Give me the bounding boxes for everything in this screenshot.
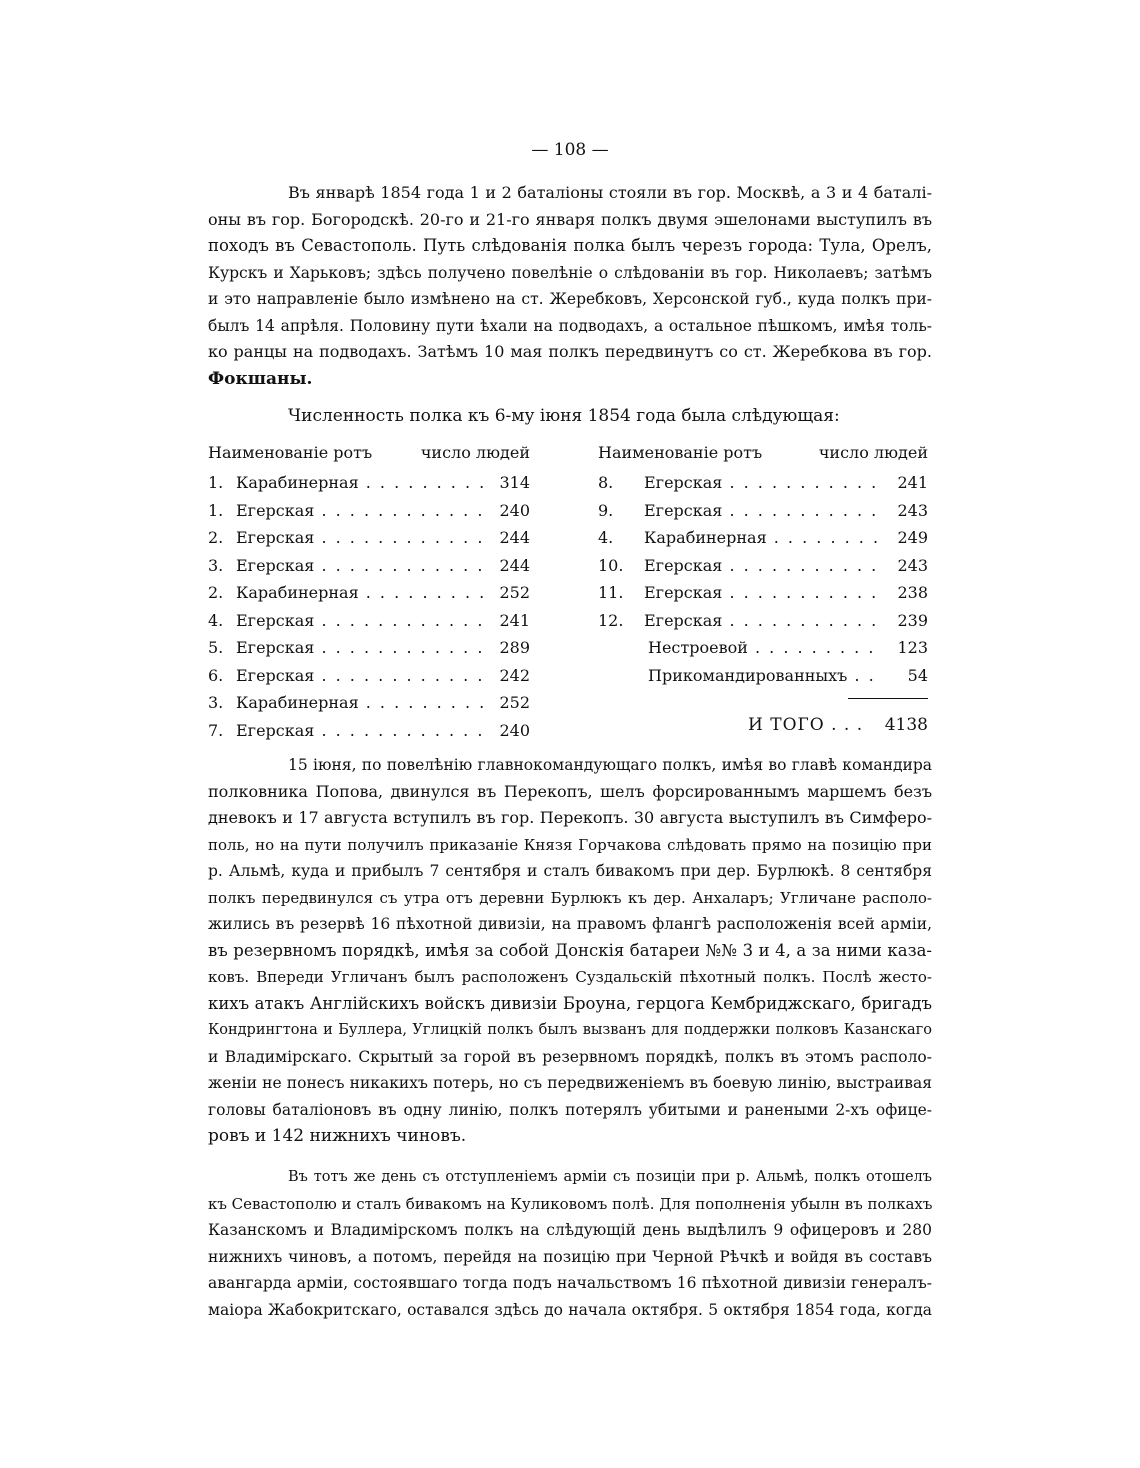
company-count: 241: [499, 610, 530, 630]
text-line: ко ранцы на подводахъ. Затѣмъ 10 мая полкъ передвинутъ со ст. Жеребкова въ гор.: [208, 342, 932, 361]
left-company-table: [208, 443, 530, 744]
company-number: 2.: [208, 583, 224, 603]
company-name: Карабинерная . . .: [236, 693, 486, 712]
company-count: 240: [499, 720, 530, 740]
row-count: 123: [897, 638, 928, 658]
row-name: Прикомандированныхъ . . .: [648, 666, 884, 685]
text-line: къ Севастополю и сталъ бивакомъ на Куликовомъ полѣ. Для пополненія убылн въ полкахъ: [208, 1194, 933, 1213]
company-name: Егерская . . .: [236, 638, 486, 657]
text-line: походъ въ Севастополь. Путь слѣдованія полка былъ черезъ города: Тула, Орелъ,: [208, 236, 932, 255]
table-row: [598, 497, 928, 525]
company-number: 9.: [598, 500, 614, 520]
company-count: 249: [897, 528, 928, 548]
text-line: полковника Попова, двинулся въ Перекопъ, шелъ форсированнымъ маршемъ безъ: [208, 781, 932, 801]
row-name: Нестроевой . . .: [648, 638, 884, 657]
page-number: — 108 —: [531, 140, 609, 160]
total-value: 4138: [884, 715, 928, 735]
text-line: Казанскомъ и Владимірскомъ полкъ на слѣдующій день выдѣлилъ 9 офицеровъ и 280: [208, 1221, 932, 1239]
table-caption: Численность полка къ 6-му іюня 1854 года была слѣдующая:: [288, 406, 840, 426]
text-line: дневокъ и 17 августа вступилъ въ гор. Перекопъ. 30 августа выступилъ въ Симферо-: [208, 808, 932, 827]
table-row: [598, 662, 928, 690]
row-count: 54: [907, 665, 928, 685]
company-count: 238: [897, 583, 928, 603]
text-line: былъ 14 апрѣля. Половину пути ѣхали на подводахъ, а остальное пѣшкомъ, имѣя толь-: [208, 316, 932, 335]
company-name: Егерская . . .: [236, 528, 486, 547]
company-number: 1.: [208, 473, 224, 493]
table-row: [598, 579, 928, 607]
text-line: Въ тотъ же день съ отступленіемъ арміи съ позиціи при р. Альмѣ, полкъ отошелъ: [288, 1169, 932, 1185]
header-name: Наименованіе ротъ: [598, 443, 763, 462]
company-number: 4.: [208, 610, 224, 630]
company-number: 4.: [598, 528, 614, 548]
company-count: 240: [499, 500, 530, 520]
table-row: [598, 634, 928, 662]
paragraph-1: [208, 180, 932, 392]
company-count: 243: [897, 500, 928, 520]
text-line: Кондрингтона и Буллера, Углицкій полкъ былъ вызванъ для поддержки полковъ Казанскаго: [208, 1022, 932, 1038]
total-row: [748, 715, 928, 735]
header-name: Наименованіе ротъ: [208, 443, 373, 462]
text-line: р. Альмѣ, куда и прибылъ 7 сентября и сталъ бивакомъ при дер. Бурлюкѣ. 8 сентября: [208, 862, 932, 880]
text-line: маіора Жабокритскаго, оставался здѣсь до начала октября. 5 октября 1854 года, когда: [208, 1300, 932, 1319]
text-line: ровъ и 142 нижнихъ чиновъ.: [208, 1126, 467, 1146]
text-line: нижнихъ чиновъ, а потомъ, перейдя на позицію при Черной Рѣчкѣ и войдя въ составъ: [208, 1247, 932, 1266]
text-line: ковъ. Впереди Угличанъ былъ расположенъ Суздальскій пѣхотный полкъ. Послѣ жесто-: [208, 968, 932, 986]
table-row: [208, 607, 530, 635]
company-name: Егерская . . .: [236, 666, 486, 685]
text-line: полкъ передвинулся съ утра отъ деревни Бурлюкъ къ дер. Анхаларъ; Угличане располо-: [208, 888, 932, 907]
text-line: Фокшаны.: [208, 368, 313, 389]
table-header: [598, 443, 928, 469]
company-name: Егерская . . .: [236, 556, 486, 575]
company-count: 242: [499, 665, 530, 685]
text-line: и Владимірскаго. Скрытый за горой въ резервномъ порядкѣ, полкъ въ этомъ располо-: [208, 1047, 932, 1066]
company-number: 3.: [208, 693, 224, 713]
table-row: [208, 717, 530, 745]
company-name: Карабинерная . . .: [236, 473, 486, 492]
table-row: [598, 607, 928, 635]
text-line: въ резервномъ порядкѣ, имѣя за собой Донскія батареи №№ 3 и 4, а за ними каза-: [208, 940, 932, 960]
company-count: 289: [499, 638, 530, 658]
table-row: [208, 524, 530, 552]
company-count: 314: [499, 473, 530, 493]
table-row: [208, 579, 530, 607]
company-count: 239: [897, 610, 928, 630]
table-row: [208, 689, 530, 717]
company-name: Егерская . . .: [644, 556, 884, 575]
table-row: [208, 469, 530, 497]
company-number: 7.: [208, 720, 224, 740]
company-name: Егерская . . .: [236, 501, 486, 520]
company-number: 12.: [598, 610, 624, 630]
text-line: и это направленіе было измѣнено на ст. Жеребковъ, Херсонской губ., куда полкъ при-: [208, 290, 932, 308]
company-number: 5.: [208, 638, 224, 658]
table-row: [598, 524, 928, 552]
text-line: Въ январѣ 1854 года 1 и 2 баталіоны стояли въ гор. Москвѣ, а 3 и 4 баталі-: [288, 183, 932, 202]
company-count: 241: [897, 473, 928, 493]
table-row: [598, 552, 928, 580]
company-number: 3.: [208, 555, 224, 575]
total-label: И ТОГО . . .: [748, 715, 864, 735]
company-name: Егерская . . .: [644, 473, 884, 492]
text-line: головы баталіоновъ въ одну линію, полкъ потерялъ убитыми и ранеными 2-хъ офице-: [208, 1100, 932, 1119]
company-count: 244: [499, 555, 530, 575]
text-line: женіи не понесъ никакихъ потерь, но съ передвиженіемъ въ боевую линію, выстраивая: [208, 1074, 932, 1092]
total-rule: [848, 698, 928, 699]
table-row: [208, 552, 530, 580]
paragraph-3: [208, 1164, 932, 1323]
table-row: [208, 634, 530, 662]
company-number: 2.: [208, 528, 224, 548]
company-name: Егерская . . .: [644, 611, 884, 630]
company-name: Егерская . . .: [236, 721, 486, 740]
text-line: поль, но на пути получилъ приказаніе Князя Горчакова слѣдовать прямо на позицію при: [208, 835, 932, 854]
company-number: 1.: [208, 500, 224, 520]
company-name: Карабинерная . . .: [236, 583, 486, 602]
table-row: [208, 497, 530, 525]
text-line: 15 іюня, по повелѣнію главнокомандующаго полкъ, имѣя во главѣ командира: [288, 756, 932, 774]
text-line: оны въ гор. Богородскѣ. 20-го и 21-го января полкъ двумя эшелонами выступилъ въ: [208, 209, 932, 229]
table-row: [208, 662, 530, 690]
text-line: Курскъ и Харьковъ; здѣсь получено повелѣніе о слѣдованіи въ гор. Николаевъ; затѣмъ: [208, 263, 932, 282]
company-number: 10.: [598, 555, 624, 575]
text-line: кихъ атакъ Англійскихъ войскъ дивизіи Броуна, герцога Кембриджскаго, бригадъ: [208, 993, 932, 1013]
company-name: Карабинерная . . .: [644, 528, 884, 547]
company-number: 8.: [598, 473, 614, 493]
company-name: Егерская . . .: [644, 501, 884, 520]
company-name: Егерская . . .: [236, 611, 486, 630]
text-line: авангарда арміи, состоявшаго тогда подъ начальствомъ 16 пѣхотной дивизіи генералъ-: [208, 1274, 932, 1292]
right-company-table: [598, 443, 928, 689]
text-line: жились въ резервѣ 16 пѣхотной дивизіи, на правомъ флангѣ расположенія всей арміи,: [208, 915, 932, 933]
company-number: 11.: [598, 583, 624, 603]
company-name: Егерская . . .: [644, 583, 884, 602]
table-row: [598, 469, 928, 497]
header-count: число людей: [420, 443, 530, 462]
company-count: 252: [499, 693, 530, 713]
company-count: 252: [499, 583, 530, 603]
paragraph-2: [208, 752, 932, 1150]
table-header: [208, 443, 530, 469]
company-number: 6.: [208, 665, 224, 685]
header-count: число людей: [818, 443, 928, 462]
company-count: 243: [897, 555, 928, 575]
company-count: 244: [499, 528, 530, 548]
